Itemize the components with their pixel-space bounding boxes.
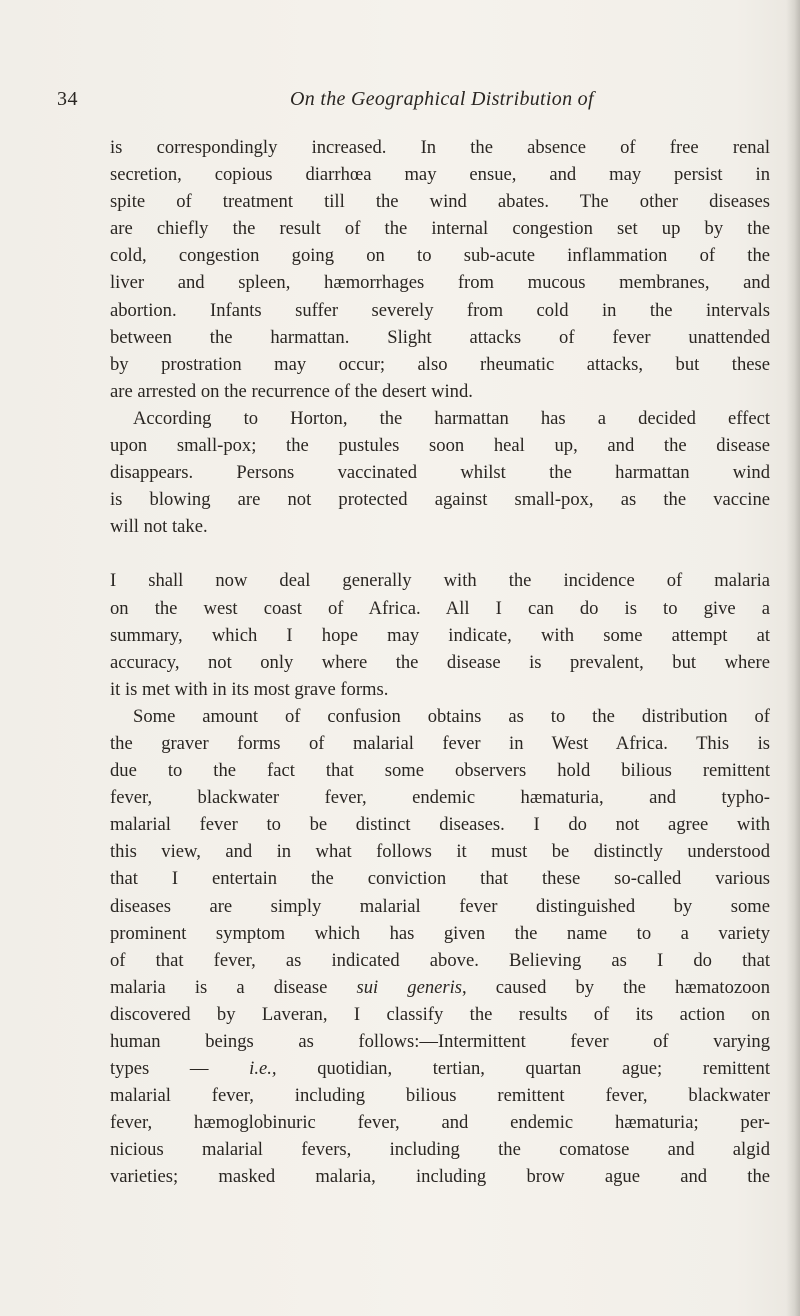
text-line: are arrested on the recurrence of the desert wind.	[110, 380, 473, 402]
text-line: prominent symptom which has given the name to a variety	[110, 922, 770, 944]
text-line: this view, and in what follows it must be distinctly understood	[110, 841, 770, 863]
text-line: discovered by Laveran, I classify the results of its action on	[110, 1003, 770, 1025]
text-line: of that fever, as indicated above. Believing as I do that	[110, 949, 770, 971]
text-line: spite of treatment till the wind abates. The other diseases	[110, 191, 770, 213]
text-line: is blowing are not protected against small-pox, as the vaccine	[110, 489, 770, 511]
text-line: disappears. Persons vaccinated whilst the harmattan wind	[110, 462, 770, 484]
text-line: nicious malarial fevers, including the comatose and algid	[110, 1139, 770, 1161]
running-head	[0, 88, 800, 118]
text-line: summary, which I hope may indicate, with some attempt at	[110, 624, 770, 646]
section-break	[110, 540, 770, 567]
text-line: are chiefly the result of the internal congestion set up by the	[110, 218, 770, 240]
text-line: Some amount of confusion obtains as to the distribution of	[133, 705, 770, 727]
paragraph-1	[110, 134, 770, 405]
text-line: According to Horton, the harmattan has a decided effect	[133, 407, 770, 429]
italic-term: i.e.,	[249, 1058, 277, 1080]
text-line: that I entertain the conviction that these so-called various	[110, 868, 770, 890]
text-line: secretion, copious diarrhœa may ensue, and may persist in	[110, 164, 770, 186]
text-line: by prostration may occur; also rheumatic attacks, but these	[110, 353, 770, 375]
body-text	[110, 134, 770, 1191]
text-line: due to the fact that some observers hold bilious remittent	[110, 760, 770, 782]
text-line: abortion. Infants suffer severely from cold in the intervals	[110, 299, 770, 321]
text-line: between the harmattan. Slight attacks of fever unattended	[110, 326, 770, 348]
text-line: malarial fever to be distinct diseases. I do not agree with	[110, 814, 770, 836]
text-line: fever, blackwater fever, endemic hæmaturia, and typho-	[110, 787, 770, 809]
page-number: 34	[57, 88, 78, 110]
text-line: liver and spleen, hæmorrhages from mucous membranes, and	[110, 272, 770, 294]
text-line: malarial fever, including bilious remittent fever, blackwater	[110, 1085, 770, 1107]
text-line: malaria is a disease sui generis, caused by the hæmatozoon	[110, 976, 771, 998]
text-line: I shall now deal generally with the incidence of malaria	[110, 570, 770, 592]
running-title: On the Geographical Distribution of	[290, 88, 594, 110]
text-line: diseases are simply malarial fever distinguished by some	[110, 895, 770, 917]
paragraph-2	[110, 405, 770, 540]
text-line: is correspondingly increased. In the absence of free renal	[110, 137, 770, 158]
text-line: the graver forms of malarial fever in West Africa. This is	[110, 732, 770, 754]
text-line: upon small-pox; the pustules soon heal up, and the disease	[110, 435, 770, 457]
text-line: fever, hæmoglobinuric fever, and endemic hæmaturia; per-	[110, 1112, 770, 1134]
text-line: types — i.e., quotidian, tertian, quartan ague; remittent	[110, 1058, 770, 1080]
text-line: will not take.	[110, 516, 208, 538]
text-line: on the west coast of Africa. All I can do is to give a	[110, 597, 770, 619]
italic-term: sui generis	[356, 976, 463, 998]
text-line: varieties; masked malaria, including brow ague and the	[110, 1166, 770, 1188]
text-line: accuracy, not only where the disease is prevalent, but where	[110, 651, 770, 673]
paragraph-4	[110, 703, 770, 1191]
text-line: cold, congestion going on to sub-acute inflammation of the	[110, 245, 770, 267]
text-line: human beings as follows:—Intermittent fever of varying	[110, 1031, 770, 1052]
paragraph-3	[110, 567, 770, 702]
text-line: it is met with in its most grave forms.	[110, 678, 389, 700]
page-edge-shadow	[786, 0, 800, 1316]
